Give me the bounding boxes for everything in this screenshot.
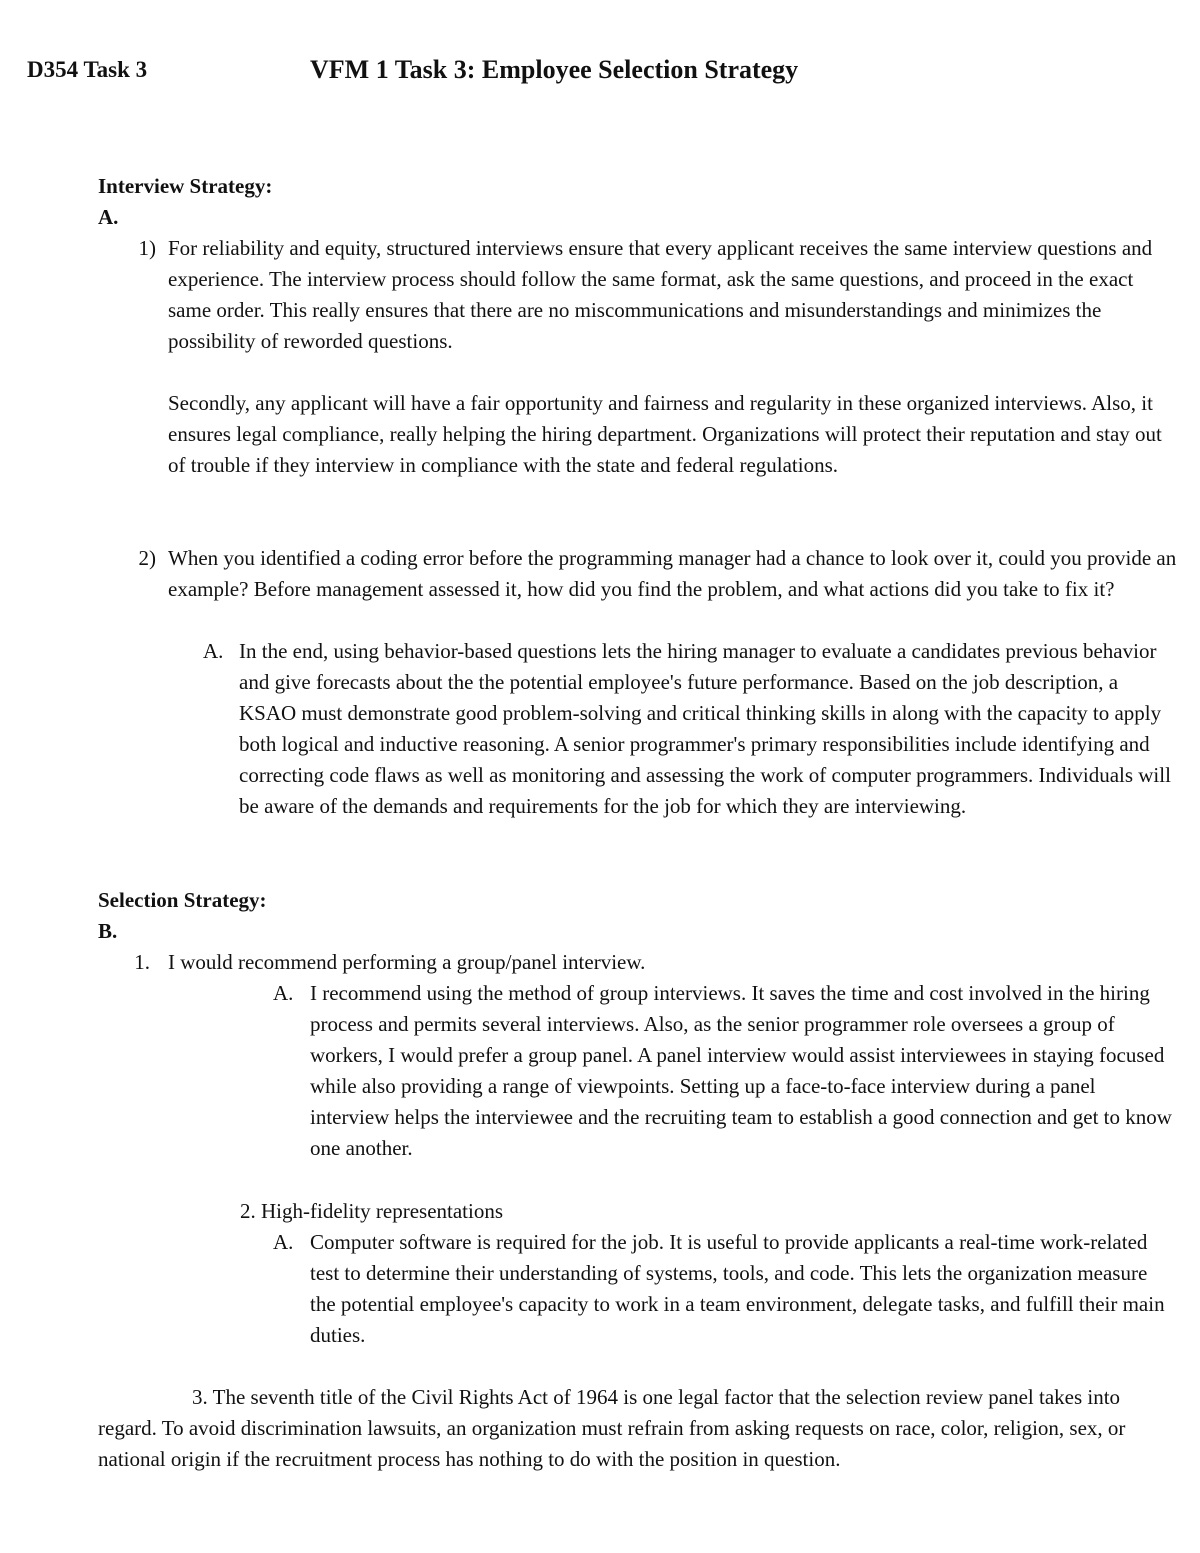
interview-item1-para2: Secondly, any applicant will have a fair opportunity and fairness and regularity in these organized interviews. Also, it ensures legal compliance, really helping the hiring department. Organizations will protect their reputation and stay out of trouble if they interview in compliance with the state and federal regulations. [168, 391, 1162, 477]
selection-item2-detail: Computer software is required for the job. It is useful to provide applicants a real-time work-related test to determine their understanding of systems, tools, and code. This lets the organization measure the potential employee's capacity to work in a team environment, delegate tasks, and fulfill their main duties. [310, 1230, 1165, 1347]
selection-item1-text: I would recommend performing a group/panel interview. [168, 950, 646, 974]
selection-item1-detail: I recommend using the method of group interviews. It saves the time and cost involved in the hiring process and permits several interviews. Also, as the senior programmer role oversees a group of workers, I would prefer a group panel. A panel interview would assist interviewees in staying focused while also providing a range of viewpoints. Setting up a face-to-face interview during a panel interview helps the interviewee and the recruiting team to establish a good connection and get to know one another. [310, 981, 1172, 1160]
list-marker: A. [273, 981, 294, 1005]
selection-item2-text: 2. High-fidelity representations [240, 1199, 504, 1223]
page-title: VFM 1 Task 3: Employee Selection Strategy [310, 55, 799, 84]
list-marker: A. [203, 639, 224, 663]
selection-item3-text: 3. The seventh title of the Civil Rights Act of 1964 is one legal factor that the selection review panel takes into regard. To avoid discrimination lawsuits, an organization must refrain from asking requests on race, color, religion, sex, or national origin if the recruitment process has nothing to do with the position in question. [98, 1385, 1126, 1471]
interview-strategy-heading: Interview Strategy: [98, 174, 273, 198]
interview-item1-para1: For reliability and equity, structured interviews ensure that every applicant receives the same interview questions and experience. The interview process should follow the same format, ask the same questions, and proceed in the exact same order. This really ensures that there are no miscommunications and misunderstandings and minimizes the possibility of reworded questions. [168, 236, 1153, 353]
interview-item2-question: When you identified a coding error before the programming manager had a chance to look over it, could you provide an example? Before management assessed it, how did you find the problem, and what actions did you take to fix it? [168, 546, 1177, 601]
list-marker: A. [273, 1230, 294, 1254]
course-code: D354 Task 3 [27, 57, 148, 82]
list-marker: 1. [134, 950, 150, 974]
interview-item2-answer: In the end, using behavior-based questions lets the hiring manager to evaluate a candidates previous behavior and give forecasts about the the potential employee's future performance. Based on the job description, a KSAO must demonstrate good problem-solving and critical thinking skills in along with the capacity to apply both logical and inductive reasoning. A senior programmer's primary responsibilities include identifying and correcting code flaws as well as monitoring and assessing the work of computer programmers. Individuals will be aware of the demands and requirements for the job for which they are interviewing. [239, 639, 1171, 818]
selection-section-letter: B. [98, 919, 118, 943]
list-marker: 2) [138, 546, 156, 570]
selection-strategy-heading: Selection Strategy: [98, 888, 267, 912]
interview-section-letter: A. [98, 205, 119, 229]
list-marker: 1) [138, 236, 156, 260]
